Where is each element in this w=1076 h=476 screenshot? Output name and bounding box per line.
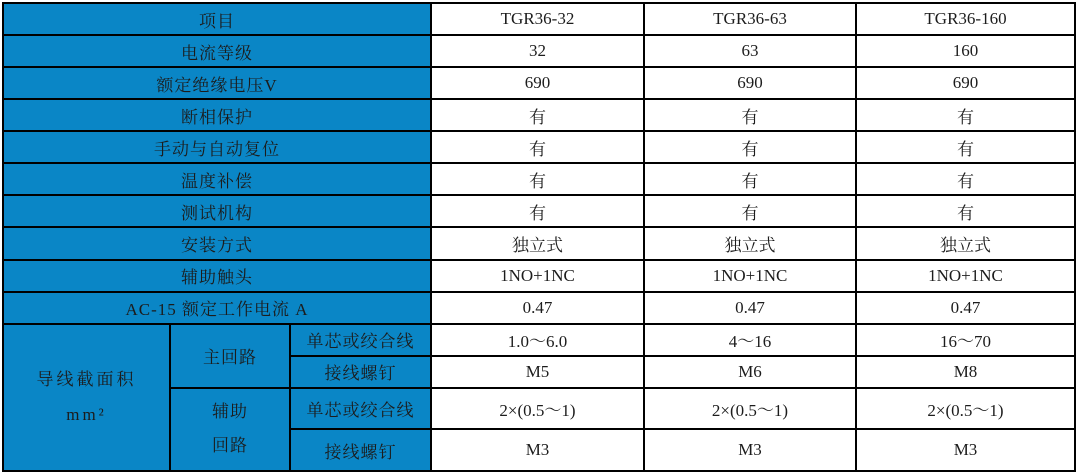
- wire-row-main-stranded: [3, 324, 1075, 356]
- spec-value: 独立式: [431, 227, 644, 259]
- wire-section-group-cell: [3, 324, 170, 471]
- row-label: 电流等级: [3, 35, 431, 67]
- spec-row-current-grade: [3, 35, 1075, 67]
- aux-circuit-cell: [170, 388, 290, 471]
- row-label: 温度补偿: [3, 163, 431, 195]
- row-label: 额定绝缘电压V: [3, 67, 431, 99]
- spec-value: M3: [856, 429, 1075, 471]
- spec-value: 有: [644, 195, 856, 227]
- row-label: 安装方式: [3, 227, 431, 259]
- spec-value: 有: [431, 131, 644, 163]
- header-item-cell: 项目: [3, 3, 431, 35]
- spec-row-ac15-rated-current: [3, 292, 1075, 324]
- spec-value: 63: [644, 35, 856, 67]
- row-label: 测试机构: [3, 195, 431, 227]
- row-label: 单芯或绞合线: [290, 324, 431, 356]
- spec-value: 160: [856, 35, 1075, 67]
- spec-value: 0.47: [856, 292, 1075, 324]
- spec-value: M6: [644, 356, 856, 388]
- row-label: 接线螺钉: [290, 356, 431, 388]
- spec-value: M8: [856, 356, 1075, 388]
- row-label: 断相保护: [3, 99, 431, 131]
- aux-circuit-label-line1: 辅助: [212, 402, 248, 422]
- row-label: AC-15 额定工作电流 A: [3, 292, 431, 324]
- spec-value: 16～70: [856, 324, 1075, 356]
- row-label: 单芯或绞合线: [290, 388, 431, 430]
- spec-value: 1NO+1NC: [856, 260, 1075, 292]
- spec-value: 1.0～6.0: [431, 324, 644, 356]
- spec-value: 690: [431, 67, 644, 99]
- spec-value: 有: [431, 195, 644, 227]
- model-header-tgr36-63: TGR36-63: [644, 3, 856, 35]
- spec-value: 32: [431, 35, 644, 67]
- spec-value: 有: [856, 131, 1075, 163]
- spec-value: M5: [431, 356, 644, 388]
- row-label: 辅助触头: [3, 260, 431, 292]
- spec-value: 有: [431, 99, 644, 131]
- spec-value: 有: [431, 163, 644, 195]
- wire-section-unit-label: mm²: [66, 405, 107, 425]
- spec-row-rated-insulation-voltage: [3, 67, 1075, 99]
- wire-section-group-label: 导线截面积: [36, 370, 137, 390]
- row-label: 手动与自动复位: [3, 131, 431, 163]
- spec-row-manual-auto-reset: [3, 131, 1075, 163]
- spec-value: 有: [856, 99, 1075, 131]
- spec-value: 4～16: [644, 324, 856, 356]
- model-header-tgr36-32: TGR36-32: [431, 3, 644, 35]
- spec-value: 独立式: [644, 227, 856, 259]
- spec-row-temperature-compensation: [3, 163, 1075, 195]
- spec-row-test-mechanism: [3, 195, 1075, 227]
- spec-row-auxiliary-contacts: [3, 260, 1075, 292]
- spec-value: 1NO+1NC: [431, 260, 644, 292]
- product-spec-table: [2, 2, 1076, 472]
- spec-value: 2×(0.5～1): [431, 388, 644, 430]
- spec-value: 有: [644, 99, 856, 131]
- spec-value: 有: [644, 163, 856, 195]
- aux-circuit-label-line2: 回路: [212, 436, 248, 456]
- spec-value: 690: [856, 67, 1075, 99]
- model-header-tgr36-160: TGR36-160: [856, 3, 1075, 35]
- main-circuit-cell: 主回路: [170, 324, 290, 388]
- spec-value: 2×(0.5～1): [856, 388, 1075, 430]
- spec-value: 独立式: [856, 227, 1075, 259]
- table-header-row: [3, 3, 1075, 35]
- spec-value: M3: [431, 429, 644, 471]
- spec-value: M3: [644, 429, 856, 471]
- spec-value: 有: [644, 131, 856, 163]
- spec-value: 有: [856, 195, 1075, 227]
- spec-value: 有: [856, 163, 1075, 195]
- spec-row-mounting-type: [3, 227, 1075, 259]
- spec-value: 690: [644, 67, 856, 99]
- spec-value: 2×(0.5～1): [644, 388, 856, 430]
- spec-row-phase-failure-protection: [3, 99, 1075, 131]
- row-label: 接线螺钉: [290, 429, 431, 471]
- spec-value: 0.47: [431, 292, 644, 324]
- spec-value: 0.47: [644, 292, 856, 324]
- spec-value: 1NO+1NC: [644, 260, 856, 292]
